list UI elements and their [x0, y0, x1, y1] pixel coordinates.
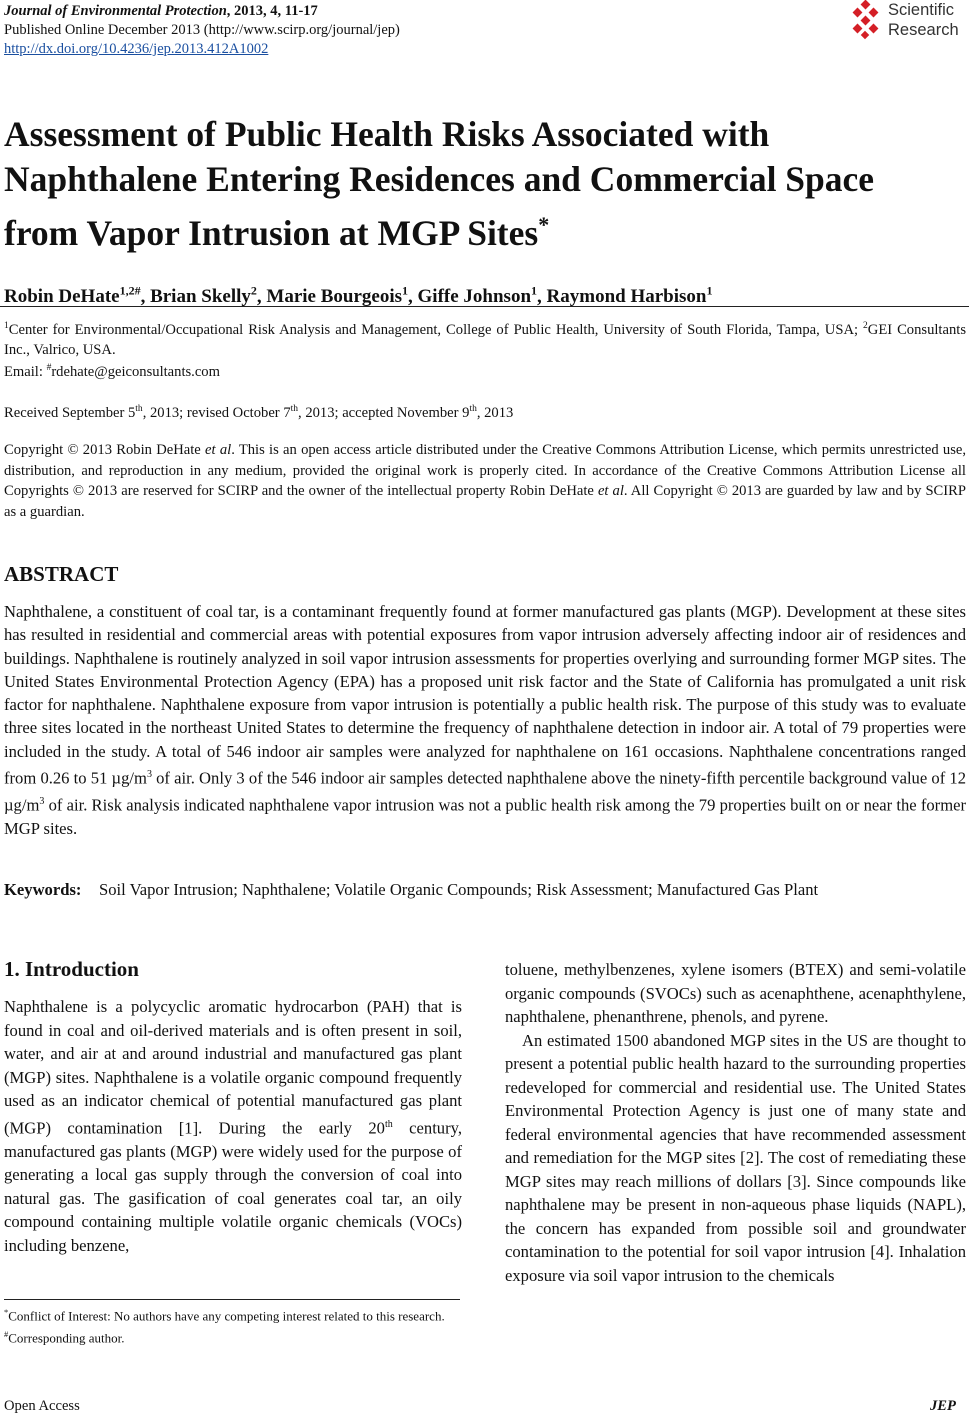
paragraph: Naphthalene is a polycyclic aromatic hydrocarbon (PAH) that is found in coal and oil-derived materials and is often present in soil, water, and air at and around industrial and manufactured gas plant (MGP) sites. Naphthalene is a volatile organic compound frequently used as an indicator chemical of potential manufactured gas plant (MGP) contamination [1]. During the early 20th century, manufactured gas plants (MGP) were widely used for the purpose of generating a local gas supply through the conversion of coal into natural gas. The gasification of coal generates coal tar, an oily compound containing multiple volatile organic chemicals (VOCs) including benzene,	[4, 997, 462, 1255]
logo-line-2: Research	[888, 21, 959, 39]
title-line-1: Assessment of Public Health Risks Associated with	[4, 114, 770, 154]
section-heading-introduction: 1. Introduction	[4, 957, 139, 981]
intro-left-column	[4, 995, 462, 1257]
author: Raymond Harbison$^1$	[546, 284, 713, 308]
scientific-research-logo	[848, 0, 966, 44]
keywords-list: Soil Vapor Intrusion; Naphthalene; Volatile Organic Compounds; Risk Assessment; Manufactured Gas Plant	[99, 880, 819, 899]
title-footnote-mark: *	[538, 212, 550, 237]
paragraph: toluene, methylbenzenes, xylene isomers (BTEX) and semi-volatile organic compounds (SVOCs) such as acenaphthene, acenaphthylene, naphthalene, phenanthrene, phenols, and pyrene.	[505, 960, 966, 1026]
abstract-heading: ABSTRACT	[4, 562, 119, 586]
footnote: *Conflict of Interest: No authors have any competing interest related to this research.	[4, 1307, 445, 1324]
keywords-label: Keywords:	[4, 880, 82, 899]
logo-line-1: Scientific	[888, 1, 955, 19]
title-line-3: from Vapor Intrusion at MGP Sites*	[4, 212, 550, 253]
affiliations: $^1$Center for Environmental/Occupational Risk Analysis and Management, College of Public Health, University of South Florida, Tampa, USA; $^2$GEI Consultants Inc., Valrico, USA.	[4, 321, 966, 358]
contact-email: Email: #rdehate@geiconsultants.com	[4, 363, 220, 380]
paper-title	[4, 112, 964, 256]
footnote: #Corresponding author.	[4, 1329, 125, 1346]
received-dates: Received September 5th, 2013; revised October 7th, 2013; accepted November 9th, 2013	[4, 404, 514, 421]
journal-citation	[4, 2, 318, 20]
author: Giffe Johnson$^1$	[417, 284, 538, 308]
footer-journal-abbrev: JEP	[930, 1398, 956, 1414]
title-line-2: Naphthalene Entering Residences and Commercial Space	[4, 159, 875, 199]
doi-link[interactable]: http://dx.doi.org/10.4236/jep.2013.412A1002	[4, 41, 269, 57]
logo-mark-icon	[848, 0, 884, 40]
logo-wordmark	[888, 0, 959, 40]
footnote-divider	[4, 1299, 460, 1300]
author: Marie Bourgeois$^1$	[266, 284, 409, 308]
email-address[interactable]: rdehate@geiconsultants.com	[51, 363, 220, 380]
journal-name: Journal of Environmental Protection	[4, 3, 227, 19]
abstract-body: Naphthalene, a constituent of coal tar, is a contaminant frequently found at former manufactured gas plants (MGP). Development at these sites has resulted in residential and commercial areas with potential exposures from vapor intrusion adversely affecting indoor air of residences and buildings. Naphthalene is routinely analyzed in soil vapor intrusion assessments for properties overlying and surrounding former MGP sites. The United States Environmental Protection Agency (EPA) has a proposed unit risk factor and the State of California has promulgated a unit risk factor for naphthalene. Naphthalene exposure from vapor intrusion is potentially a public health risk. The purpose of this study was to evaluate three sites located in the northeast United States to determine the frequency of naphthalene detection in indoor air. A total of 79 properties were included in the study. A total of 546 indoor air samples were analyzed for naphthalene on 161 occasions. Naphthalene concentrations ranged from 0.26 to 51 $\mu g/m^3$ of air. Only 3 of the 546 indoor air samples detected naphthalene above the ninety-fifth percentile background value of 12 $\mu g/m^3$ of air. Risk analysis indicated naphthalene vapor intrusion was not a public health risk among the 79 properties built on or near the former MGP sites.	[4, 602, 967, 838]
author: Brian Skelly$^2$	[150, 284, 257, 308]
copyright-notice: Copyright © 2013 Robin DeHate et al. This is an open access article distributed under the Creative Commons Attribution License, which permits unrestricted use, distribution, and reproduction in any medium, provided the original work is properly cited. In accordance of the Creative Commons Attribution License all Copyrights © 2013 are reserved for SCIRP and the owner of the intellectual property Robin DeHate et al. All Copyright © 2013 are guarded by law and by SCIRP as a guardian.	[4, 442, 966, 520]
author-divider	[0, 306, 969, 307]
footer-open-access: Open Access	[4, 1398, 80, 1414]
intro-right-column	[505, 958, 966, 1287]
journal-volume: , 2013, 4, 11-17	[226, 3, 318, 19]
footnotes	[4, 1303, 462, 1348]
paragraph: An estimated 1500 abandoned MGP sites in the US are thought to present a potential public health hazard to the surrounding properties redeveloped for commercial and residential use. The United States Environmental Protection Agency is just one of many state and federal environmental agencies that have recommended assessment and remediation for the MGP sites [2]. The cost of remediating these MGP sites may reach millions of dollars [3]. Since compounds like naphthalene may be present in non-aqueous phase liquids (NAPL), the concern has expanded from possible soil and groundwater contamination to the potential for soil vapor intrusion [4]. Inhalation exposure via soil vapor intrusion to the chemicals	[505, 1030, 966, 1285]
published-line: Published Online December 2013 (http://www.scirp.org/journal/jep)	[4, 22, 400, 38]
author-list: Robin DeHate$^{1,2\#}$, Brian Skelly$^2$, Marie Bourgeois$^1$, Giffe Johnson$^1$, Raymond Harbison$^1$	[4, 284, 713, 308]
author: Robin DeHate$^{1,2\#}$	[4, 284, 141, 308]
